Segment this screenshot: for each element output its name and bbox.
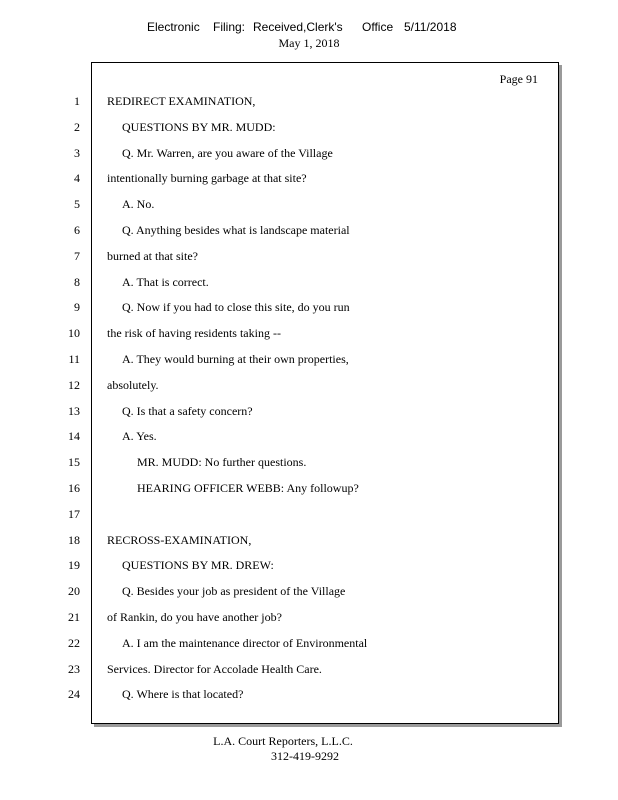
line-text: of Rankin, do you have another job? xyxy=(107,610,282,624)
line-number: 18 xyxy=(68,532,80,547)
line-text: Q. Mr. Warren, are you aware of the Village xyxy=(122,145,333,160)
transcript-line xyxy=(0,584,560,600)
transcript-line xyxy=(0,120,560,136)
line-number: 8 xyxy=(74,274,80,289)
line-text: Q. Besides your job as president of the Village xyxy=(122,584,346,599)
line-number: 5 xyxy=(74,197,80,212)
line-text: A. They would burning at their own properties, xyxy=(122,352,349,366)
transcript-line xyxy=(0,146,560,162)
transcript-line xyxy=(0,481,560,497)
line-text: A. No. xyxy=(122,197,155,212)
line-text: Q. Where is that located? xyxy=(122,687,244,702)
transcript-line xyxy=(0,223,560,239)
line-number: 21 xyxy=(68,610,80,624)
transcript-line xyxy=(0,507,560,523)
line-number: 19 xyxy=(68,558,80,573)
line-number: 7 xyxy=(74,248,80,263)
line-number: 3 xyxy=(74,145,80,160)
line-number: 17 xyxy=(68,506,80,521)
line-number: 12 xyxy=(68,377,80,392)
line-number: 10 xyxy=(68,326,80,341)
line-text: the risk of having residents taking -- xyxy=(107,326,281,341)
line-text: A. Yes. xyxy=(122,429,157,444)
line-text: RECROSS-EXAMINATION, xyxy=(107,532,252,547)
transcript-line xyxy=(0,326,560,342)
line-text: absolutely. xyxy=(107,377,159,392)
transcript-line xyxy=(0,687,560,703)
line-number: 6 xyxy=(74,223,80,237)
line-text: REDIRECT EXAMINATION, xyxy=(107,94,256,108)
transcript-line xyxy=(0,300,560,316)
stamp-date: 5/11/2018 xyxy=(404,20,457,34)
line-number: 15 xyxy=(68,455,80,470)
line-text: Q. Now if you had to close this site, do you run xyxy=(122,300,350,315)
transcript-line xyxy=(0,171,560,187)
transcript-line xyxy=(0,429,560,445)
transcript-line xyxy=(0,94,560,110)
footer-company: L.A. Court Reporters, L.L.C. xyxy=(213,734,353,748)
line-text: intentionally burning garbage at that site? xyxy=(107,171,307,186)
stamp-filing: Filing: xyxy=(213,20,246,34)
transcript-line xyxy=(0,533,560,549)
line-text: Q. Anything besides what is landscape material xyxy=(122,223,350,237)
line-text: A. That is correct. xyxy=(122,274,209,289)
line-text: burned at that site? xyxy=(107,248,198,263)
line-number: 16 xyxy=(68,481,80,495)
transcript-line xyxy=(0,455,560,471)
line-text: HEARING OFFICER WEBB: Any followup? xyxy=(137,481,359,495)
line-text: Q. Is that a safety concern? xyxy=(122,403,253,418)
line-number: 13 xyxy=(68,403,80,418)
line-number: 23 xyxy=(68,661,80,676)
transcript-date: May 1, 2018 xyxy=(278,36,340,50)
line-number: 1 xyxy=(74,94,80,108)
transcript-line xyxy=(0,249,560,265)
transcript-line xyxy=(0,610,560,626)
line-number: 11 xyxy=(68,352,80,366)
transcript-line xyxy=(0,404,560,420)
line-text: MR. MUDD: No further questions. xyxy=(137,455,307,470)
transcript-line xyxy=(0,352,560,368)
stamp-electronic: Electronic xyxy=(147,20,200,34)
line-text: QUESTIONS BY MR. DREW: xyxy=(122,558,274,573)
stamp-office: Office xyxy=(362,20,394,34)
line-number: 24 xyxy=(68,687,80,702)
transcript-line xyxy=(0,636,560,652)
line-number: 22 xyxy=(68,635,80,650)
line-number: 20 xyxy=(68,584,80,599)
line-number: 2 xyxy=(74,119,80,134)
line-number: 4 xyxy=(74,171,80,186)
transcript-line xyxy=(0,558,560,574)
page-number: Page 91 xyxy=(499,72,538,86)
line-text: Services. Director for Accolade Health Care. xyxy=(107,661,322,676)
line-text: QUESTIONS BY MR. MUDD: xyxy=(122,119,276,134)
transcript-line xyxy=(0,275,560,291)
transcript-line xyxy=(0,378,560,394)
stamp-received: Received,Clerk's xyxy=(253,20,343,34)
transcript-line xyxy=(0,662,560,678)
line-number: 9 xyxy=(74,300,80,315)
line-number: 14 xyxy=(68,429,80,444)
line-text: A. I am the maintenance director of Environmental xyxy=(122,635,368,650)
footer-phone: 312-419-9292 xyxy=(271,749,339,763)
transcript-line xyxy=(0,197,560,213)
